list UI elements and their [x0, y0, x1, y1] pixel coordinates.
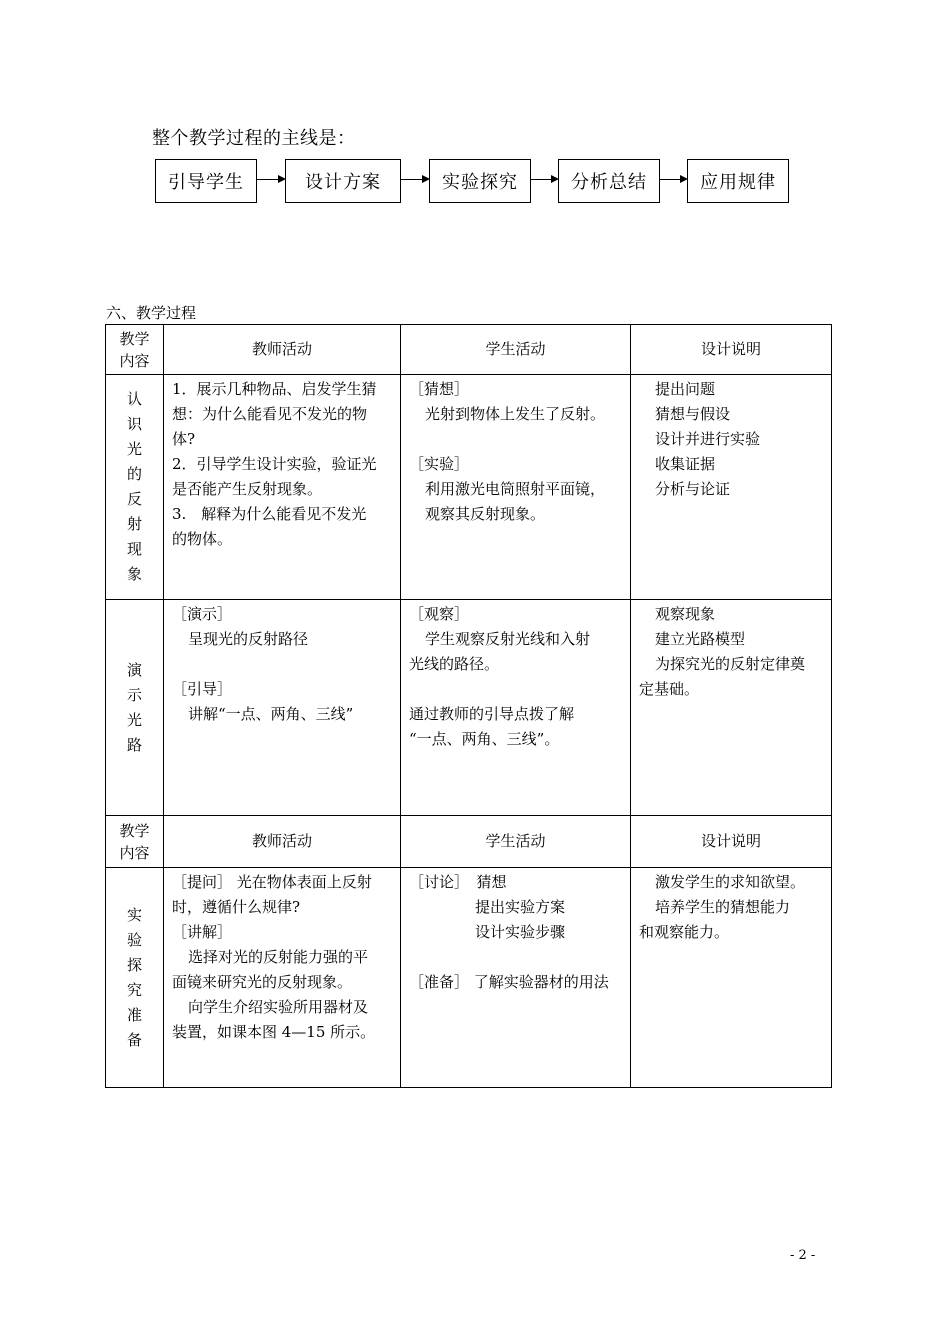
- text-line: 定基础。: [639, 680, 700, 698]
- design-notes: [631, 868, 832, 1088]
- text-line: 向学生介绍实验所用器材及: [188, 998, 369, 1016]
- header-content-line: 教学: [119, 329, 150, 348]
- table-row: [106, 868, 832, 1088]
- label-char: 认: [126, 390, 142, 408]
- page-number: - 2 -: [790, 1248, 816, 1263]
- label-char: 示: [126, 685, 142, 704]
- text-line: 为探究光的反射定律奠: [655, 655, 806, 673]
- table-header-row: [106, 816, 832, 868]
- text-line: 通过教师的引导点拨了解: [409, 705, 575, 723]
- table-row: [106, 375, 832, 600]
- label-char: 现: [126, 540, 142, 558]
- label-char: 的: [126, 465, 142, 483]
- header-student: 学生活动: [401, 325, 631, 375]
- section-title: 六、教学过程: [106, 304, 197, 322]
- blank-line: [172, 652, 394, 677]
- text-line: 光射到物体上发生了反射。: [425, 405, 606, 423]
- header-content: [106, 816, 164, 868]
- text-line: 装置，如课本图 4—15 所示。: [172, 1023, 376, 1041]
- table-header-row: [106, 325, 832, 375]
- text-line: 体?: [172, 430, 196, 448]
- header-teacher: 教师活动: [164, 816, 401, 868]
- header-design: 设计说明: [631, 325, 832, 375]
- label-char: 究: [126, 980, 142, 999]
- teacher-activity: [164, 600, 401, 816]
- text-line: ［讨论］ 猜想: [409, 873, 507, 891]
- label-char: 识: [126, 415, 142, 433]
- text-line: ［演示］: [172, 605, 233, 623]
- flow-arrow-2: [401, 179, 428, 180]
- flow-title: 整个教学过程的主线是：: [152, 128, 356, 149]
- row-label: [106, 868, 164, 1088]
- text-line: ［引导］: [172, 680, 233, 698]
- flow-step-4: 分析总结: [558, 159, 660, 203]
- header-content: [106, 325, 164, 375]
- label-char: 光: [126, 710, 142, 729]
- text-line: ［准备］ 了解实验器材的用法: [409, 973, 609, 991]
- label-char: 验: [126, 930, 142, 949]
- text-line: 观察现象: [655, 605, 716, 623]
- teacher-activity: [164, 375, 401, 600]
- student-activity: [401, 375, 631, 600]
- text-line: 收集证据: [655, 455, 716, 473]
- text-line: ［提问］ 光在物体表面上反射: [172, 873, 372, 891]
- header-content-line: 内容: [119, 351, 150, 370]
- flow-arrow-1: [257, 179, 284, 180]
- label-char: 反: [126, 490, 142, 508]
- header-teacher: 教师活动: [164, 325, 401, 375]
- header-content-line: 内容: [119, 843, 150, 862]
- text-line: 1．展示几种物品、启发学生猜: [172, 380, 377, 398]
- header-design: 设计说明: [631, 816, 832, 868]
- text-line: 面镜来研究光的反射现象。: [172, 973, 353, 991]
- text-line: 培养学生的猜想能力: [655, 898, 791, 916]
- text-line: 呈现光的反射路径: [188, 630, 309, 648]
- flow-step-1: 引导学生: [155, 159, 257, 203]
- text-line: 3. 解释为什么能看见不发光: [172, 505, 367, 523]
- flow-arrow-3: [531, 179, 557, 180]
- label-char: 射: [126, 515, 142, 533]
- label-char: 准: [126, 1005, 142, 1024]
- student-activity: [401, 868, 631, 1088]
- flow-step-2: 设计方案: [285, 159, 401, 203]
- flow-arrow-4: [660, 179, 686, 180]
- text-line: 2．引导学生设计实验，验证光: [172, 455, 377, 473]
- blank-line: [409, 945, 624, 970]
- teaching-process-table: [105, 324, 832, 1088]
- label-char: 实: [126, 905, 142, 924]
- design-notes: [631, 600, 832, 816]
- table-row: [106, 600, 832, 816]
- header-student: 学生活动: [401, 816, 631, 868]
- label-char: 探: [126, 955, 142, 974]
- student-activity: [401, 600, 631, 816]
- design-notes: [631, 375, 832, 600]
- text-line: 提出实验方案: [475, 898, 566, 916]
- text-line: 讲解“一点、两角、三线”: [188, 705, 354, 723]
- label-char: 象: [126, 565, 142, 583]
- text-line: 的物体。: [172, 530, 233, 548]
- text-line: 学生观察反射光线和入射: [425, 630, 591, 648]
- label-char: 光: [126, 440, 142, 458]
- text-line: 设计实验步骤: [475, 923, 566, 941]
- text-line: 观察其反射现象。: [425, 505, 546, 523]
- text-line: ［猜想］: [409, 380, 470, 398]
- text-line: 设计并进行实验: [655, 430, 761, 448]
- label-char: 演: [126, 660, 142, 679]
- text-line: 时，遵循什么规律?: [172, 898, 301, 916]
- text-line: 激发学生的求知欲望。: [655, 873, 806, 891]
- text-line: 选择对光的反射能力强的平: [188, 948, 369, 966]
- text-line: 利用激光电筒照射平面镜，: [425, 480, 606, 498]
- label-char: 路: [126, 735, 142, 754]
- text-line: ［讲解］: [172, 923, 233, 941]
- text-line: ［实验］: [409, 455, 470, 473]
- blank-line: [409, 427, 624, 452]
- text-line: 想：为什么能看见不发光的物: [172, 405, 368, 423]
- text-line: “一点、两角、三线”。: [409, 730, 560, 748]
- header-content-line: 教学: [119, 821, 150, 840]
- text-line: 分析与论证: [655, 480, 731, 498]
- teacher-activity: [164, 868, 401, 1088]
- text-line: ［观察］: [409, 605, 470, 623]
- text-line: 猜想与假设: [655, 405, 731, 423]
- row-label: [106, 600, 164, 816]
- text-line: 是否能产生反射现象。: [172, 480, 323, 498]
- flow-step-3: 实验探究: [429, 159, 531, 203]
- text-line: 建立光路模型: [655, 630, 746, 648]
- blank-line: [409, 677, 624, 702]
- text-line: 提出问题: [655, 380, 716, 398]
- text-line: 光线的路径。: [409, 655, 500, 673]
- row-label: [106, 375, 164, 600]
- text-line: 和观察能力。: [639, 923, 730, 941]
- flow-step-5: 应用规律: [687, 159, 789, 203]
- label-char: 备: [126, 1030, 142, 1049]
